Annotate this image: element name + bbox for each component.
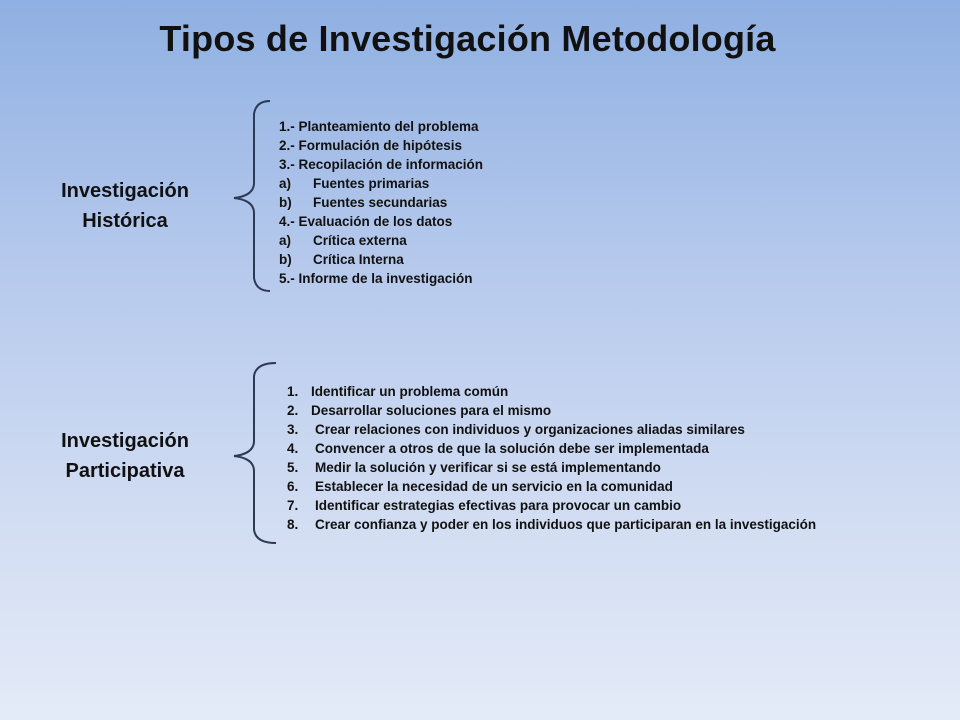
list-item: [279, 174, 483, 193]
list-item: [287, 458, 816, 477]
list-item-text: Crítica Interna: [313, 252, 404, 267]
list-item-text: 5.- Informe de la investigación: [279, 271, 473, 286]
list-item: [287, 439, 816, 458]
list-item-text: Desarrollar soluciones para el mismo: [311, 403, 552, 418]
list-item-marker: 8.: [287, 517, 299, 532]
section-label-line: Investigación: [61, 430, 189, 452]
list-item-text: Crítica externa: [313, 233, 407, 248]
list-item-text: Medir la solución y verificar si se está implementando: [315, 460, 661, 475]
list-item: [279, 136, 483, 155]
list-item-marker: 1.: [287, 384, 299, 399]
page-title: Tipos de Investigación Metodología: [159, 18, 776, 59]
list-item-text: Identificar un problema común: [311, 384, 509, 399]
list-item-text: Identificar estrategias efectivas para provocar un cambio: [315, 498, 682, 513]
list-item-text: 2.- Formulación de hipótesis: [279, 138, 463, 153]
curly-brace-historica: [226, 98, 272, 294]
list-item: [279, 193, 483, 212]
section-label-line: Investigación: [61, 180, 189, 202]
list-item-marker: 6.: [287, 479, 299, 494]
list-item-marker: b): [279, 252, 292, 267]
list-item: [279, 117, 483, 136]
list-item: [279, 231, 483, 250]
list-item: [287, 401, 816, 420]
list-item-marker: 4.: [287, 441, 299, 456]
list-item-text: Crear relaciones con individuos y organizaciones aliadas similares: [315, 422, 745, 437]
list-item: [279, 212, 483, 231]
list-item-marker: a): [279, 233, 292, 248]
list-item-text: Fuentes primarias: [313, 176, 430, 191]
list-item-text: Fuentes secundarias: [313, 195, 448, 210]
list-item-text: Establecer la necesidad de un servicio en la comunidad: [315, 479, 673, 494]
list-item-text: Crear confianza y poder en los individuos que participaran en la investigación: [315, 517, 817, 532]
list-item-marker: 7.: [287, 498, 299, 513]
list-item-marker: b): [279, 195, 292, 210]
list-item: [287, 382, 816, 401]
list-item: [287, 420, 816, 439]
participativa-steps-list: [287, 382, 816, 534]
list-item-text: 4.- Evaluación de los datos: [279, 214, 453, 229]
list-item-text: Convencer a otros de que la solución debe ser implementada: [315, 441, 709, 456]
list-item-marker: 3.: [287, 422, 299, 437]
list-item-text: 1.- Planteamiento del problema: [279, 119, 479, 134]
list-item-marker: 2.: [287, 403, 299, 418]
list-item-marker: 5.: [287, 460, 299, 475]
section-label-line: Histórica: [82, 210, 168, 232]
list-item-marker: a): [279, 176, 292, 191]
list-item: [279, 155, 483, 174]
section-label-participativa: [40, 426, 210, 486]
section-label-line: Participativa: [65, 460, 185, 482]
list-item: [287, 496, 816, 515]
list-item: [279, 269, 483, 288]
section-label-historica: [40, 176, 210, 236]
list-item: [287, 477, 816, 496]
list-item: [279, 250, 483, 269]
curly-brace-participativa: [226, 360, 278, 546]
list-item: [287, 515, 816, 534]
historica-steps-list: [279, 117, 483, 288]
list-item-text: 3.- Recopilación de información: [279, 157, 484, 172]
